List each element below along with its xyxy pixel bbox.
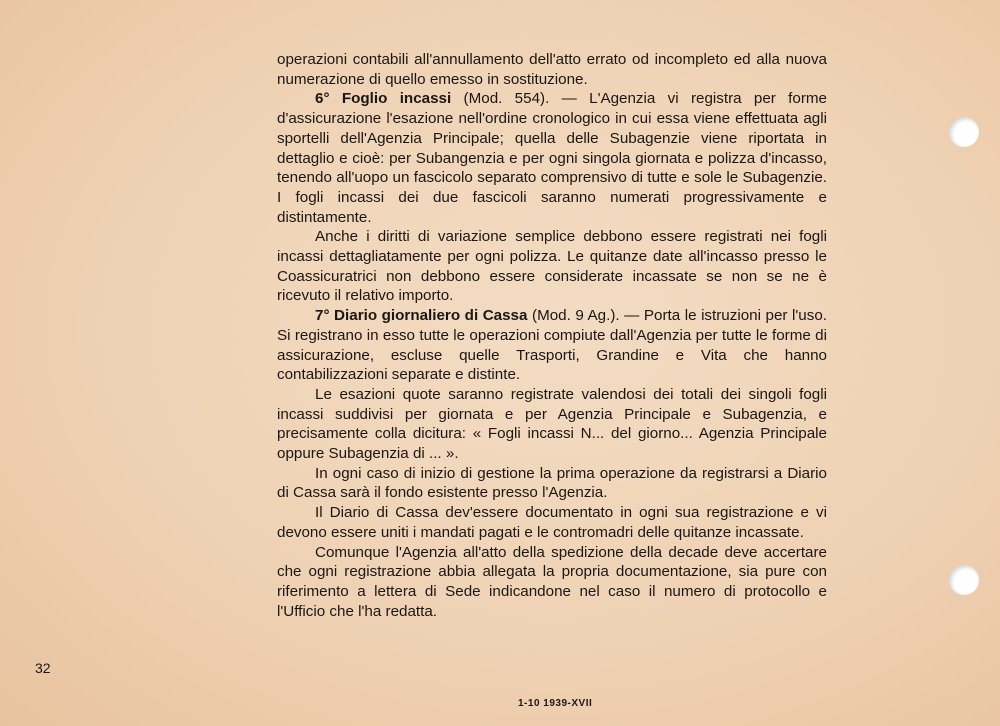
paragraph-spedizione-decade: Comunque l'Agenzia all'atto della spedizione della decade deve accertare che ogni registrazione abbia allegata la propria documentazione, sia pure con riferimento a lettera di Sede indicandone nel caso il numero di protocollo e l'Ufficio che l'ha redatta.: [277, 543, 827, 620]
section-heading-diario-cassa: 7° Diario giornaliero di Cassa: [315, 307, 528, 325]
page-number: 32: [35, 660, 51, 676]
paragraph-diritti-variazione: Anche i diritti di variazione semplice debbono essere registrati nei fogli incassi dettagliatamente per ogni polizza. Le quitanze date all'incasso presso le Coassicuratrici non debbono essere considerate incassate se non se ne è ricevuto il relativo importo.: [277, 228, 827, 305]
paragraph-foglio-incassi: 6° Foglio incassi (Mod. 554). — L'Agenzia vi registra per forme d'assicurazione l'esazione nell'ordine cronologico in cui essa viene effettuata agli sportelli dell'Agenzia Principale; quella delle Subagenzie viene riportata in dettaglio e cioè: per Subangenzia e per ogni singola giornata e polizza d'incasso, tenendo all'uopo un fascicolo separato comprensivo di tutte e sole le Subagenzie. I fogli incassi dei due fascicoli saranno numerati progressivamente e distintamente.: [277, 90, 828, 226]
paragraph-documentazione: Il Diario di Cassa dev'essere documentato in ogni sua registrazione e vi devono essere uniti i mandati pagati e le contromadri delle quitanze incassate.: [277, 504, 827, 541]
paragraph-diario-cassa: 7° Diario giornaliero di Cassa (Mod. 9 Ag.). — Porta le istruzioni per l'uso. Si registrano in esso tutte le operazioni compiute dall'Agenzia per tutte le forme di assicurazione, escluse quelle Trasporti, Grandine e Vita che hanno contabilizzazioni separate e distinte.: [277, 307, 828, 384]
punch-hole-bottom: [949, 565, 979, 595]
section-heading-foglio-incassi: 6° Foglio incassi: [315, 90, 452, 108]
punch-hole-top: [949, 117, 979, 147]
footer-print-code: 1-10 1939-XVII: [518, 698, 593, 709]
page-body: [277, 50, 827, 621]
paragraph-esazioni-quote: Le esazioni quote saranno registrate valendosi dei totali dei singoli fogli incassi suddivisi per giornata e per Agenzia Principale e Subagenzia, e precisamente colla dicitura: « Fogli incassi N... del giorno... Agenzia Principale oppure Subagenzia di ... ».: [277, 385, 827, 463]
paragraph-continuation: operazioni contabili all'annullamento dell'atto errato od incompleto ed alla nuova numerazione di quello emesso in sostituzione.: [277, 51, 827, 88]
paragraph-inizio-gestione: In ogni caso di inizio di gestione la prima operazione da registrarsi a Diario di Cassa sarà il fondo esistente presso l'Agenzia.: [277, 464, 827, 502]
